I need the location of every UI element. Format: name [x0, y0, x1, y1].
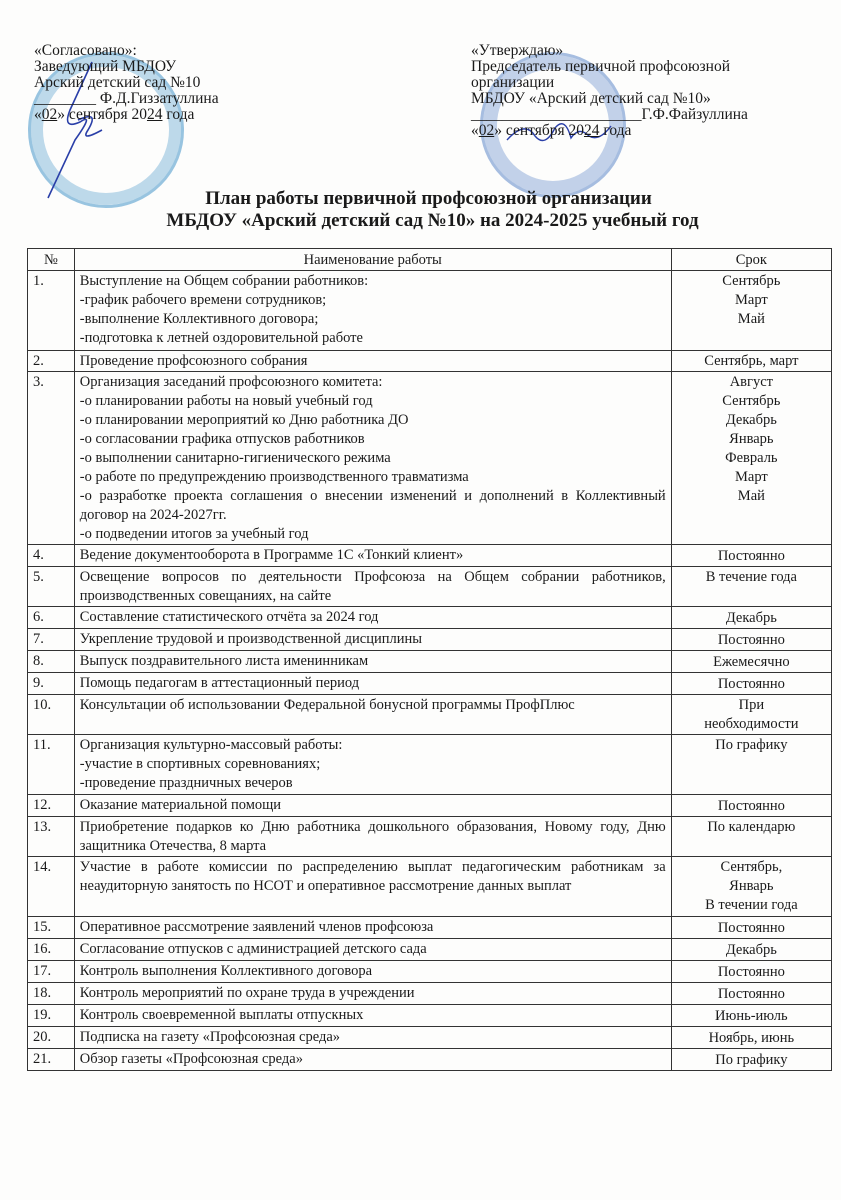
work-item-line: Выпуск поздравительного листа именинникам [79, 653, 369, 669]
work-item-line: -о выполнении санитарно-гигиенического режима [79, 450, 391, 466]
term-value: Май [737, 488, 765, 504]
date-suffix: года [162, 106, 195, 123]
term-value: Май [737, 311, 765, 327]
row-number: 7. [28, 629, 75, 651]
term-value: Постоянно [717, 964, 785, 980]
row-term [671, 1049, 831, 1071]
table-header-row [28, 249, 832, 271]
work-item-line: -о подведении итогов за учебный год [79, 526, 309, 542]
work-item-line: -о согласовании графика отпусков работников [79, 431, 365, 447]
table-row [28, 857, 832, 917]
table-body [28, 271, 832, 1071]
row-work-name [74, 939, 671, 961]
term-value: Январь [729, 431, 774, 447]
work-item-line: -выполнение Коллективного договора; [79, 311, 319, 327]
term-value: Сентябрь [722, 273, 781, 289]
approval-organization: МБДОУ «Арский детский сад №10» [471, 90, 711, 107]
approval-signature-line: ________ Ф.Д.Гиззатуллина [34, 90, 219, 107]
term-value: Июнь-июль [715, 1008, 788, 1024]
table-row [28, 1049, 832, 1071]
date-month: » сентября 20 [494, 122, 584, 139]
work-item-line: -участие в спортивных соревнованиях; [79, 756, 321, 772]
table-row [28, 673, 832, 695]
date-month: » сентября 20 [57, 106, 147, 123]
work-item-line: Подписка на газету «Профсоюзная среда» [79, 1029, 341, 1045]
approval-date [471, 123, 791, 139]
term-value: В течение года [705, 569, 797, 585]
row-number: 15. [28, 917, 75, 939]
row-number: 16. [28, 939, 75, 961]
work-item-line: Обзор газеты «Профсоюзная среда» [79, 1051, 303, 1067]
table-row [28, 651, 832, 673]
term-value: При [738, 697, 765, 713]
table-row [28, 1005, 832, 1027]
term-value: В течении года [705, 897, 798, 913]
row-number: 10. [28, 695, 75, 735]
term-value: необходимости [704, 716, 799, 732]
work-item-line: Ведение документооборота в Программе 1С «Тонкий клиент» [79, 547, 464, 563]
row-work-name [74, 961, 671, 983]
term-value: Постоянно [717, 798, 785, 814]
term-value: По графику [715, 737, 788, 753]
row-term [671, 607, 831, 629]
row-work-name [74, 735, 671, 795]
term-value: Март [734, 469, 768, 485]
row-number: 17. [28, 961, 75, 983]
work-item-line: Организация культурно-массовый работы: [79, 737, 343, 753]
approval-date [34, 107, 294, 123]
row-number: 21. [28, 1049, 75, 1071]
term-value: Сентябрь [722, 393, 781, 409]
row-term [671, 629, 831, 651]
date-year: 24 [583, 122, 600, 139]
work-item-line: Консультации об использовании Федеральной бонусной программы ПрофПлюс [79, 697, 575, 713]
table-row [28, 695, 832, 735]
date-suffix: года [599, 122, 632, 139]
row-work-name [74, 372, 671, 545]
term-value: Январь [729, 878, 774, 894]
term-value: Постоянно [717, 920, 785, 936]
row-number: 1. [28, 271, 75, 351]
row-number: 9. [28, 673, 75, 695]
document-title: План работы первичной профсоюзной организации [205, 188, 652, 209]
work-item-line: Контроль своевременной выплаты отпускных [79, 1007, 364, 1023]
row-number: 18. [28, 983, 75, 1005]
row-work-name [74, 1027, 671, 1049]
work-item-line: -проведение праздничных вечеров [79, 775, 293, 791]
approval-block-approved [471, 43, 791, 139]
term-value: Сентябрь, март [704, 353, 799, 369]
work-item-line: Согласование отпусков с администрацией детского сада [79, 941, 427, 957]
work-item-line: Приобретение подарков ко Дню работника дошкольного образования, Новому году, Дню защитника Отечества, 8 марта [79, 819, 666, 854]
row-term [671, 1027, 831, 1049]
row-term [671, 372, 831, 545]
work-item-line: Контроль выполнения Коллективного договора [79, 963, 373, 979]
work-item-line: Организация заседаний профсоюзного комитета: [79, 374, 383, 390]
approval-position: Председатель первичной профсоюзной [471, 58, 731, 75]
row-work-name [74, 917, 671, 939]
term-value: Февраль [725, 450, 778, 466]
row-number: 5. [28, 567, 75, 607]
row-term [671, 271, 831, 351]
row-number: 4. [28, 545, 75, 567]
row-term [671, 795, 831, 817]
row-number: 19. [28, 1005, 75, 1027]
approval-block-agreed [34, 43, 294, 123]
work-item-line: Укрепление трудовой и производственной дисциплины [79, 631, 422, 647]
term-value: Декабрь [725, 412, 777, 428]
row-term [671, 695, 831, 735]
row-work-name [74, 795, 671, 817]
row-number: 13. [28, 817, 75, 857]
work-item-line: Оказание материальной помощи [79, 797, 282, 813]
header-work-name: Наименование работы [74, 249, 671, 271]
term-value: Постоянно [717, 632, 785, 648]
row-work-name [74, 351, 671, 372]
table-row [28, 817, 832, 857]
table-row [28, 372, 832, 545]
approval-position-cont: организации [471, 74, 555, 91]
table-row [28, 629, 832, 651]
approval-position: Заведующий МБДОУ [34, 58, 177, 75]
row-work-name [74, 1005, 671, 1027]
row-term [671, 1005, 831, 1027]
approval-heading: «Согласовано»: [34, 42, 137, 59]
row-number: 6. [28, 607, 75, 629]
row-term [671, 857, 831, 917]
row-work-name [74, 983, 671, 1005]
row-work-name [74, 567, 671, 607]
row-work-name [74, 545, 671, 567]
work-item-line: -о работе по предупреждению производственного травматизма [79, 469, 469, 485]
approval-heading: «Утверждаю» [471, 42, 564, 59]
approval-signature-line: ______________________Г.Ф.Файзуллина [471, 106, 748, 123]
work-item-line: Проведение профсоюзного собрания [79, 353, 308, 369]
date-year: 24 [146, 106, 163, 123]
term-value: Ежемесячно [713, 654, 790, 670]
table-row [28, 271, 832, 351]
header-term: Срок [671, 249, 831, 271]
term-value: Постоянно [717, 986, 785, 1002]
row-number: 11. [28, 735, 75, 795]
header-number: № [28, 249, 75, 271]
term-value: Август [729, 374, 773, 390]
work-plan-table [27, 248, 832, 1071]
row-term [671, 917, 831, 939]
row-number: 8. [28, 651, 75, 673]
term-value: Декабрь [725, 610, 777, 626]
row-term [671, 545, 831, 567]
row-work-name [74, 857, 671, 917]
row-number: 2. [28, 351, 75, 372]
work-item-line: Составление статистического отчёта за 2024 год [79, 609, 379, 625]
row-term [671, 817, 831, 857]
work-item-line: -график рабочего времени сотрудников; [79, 292, 327, 308]
term-value: По календарю [707, 819, 796, 835]
row-term [671, 567, 831, 607]
term-value: По графику [715, 1052, 788, 1068]
work-item-line: Помощь педагогам в аттестационный период [79, 675, 360, 691]
date-prefix: « [34, 106, 42, 123]
document-subtitle: МБДОУ «Арский детский сад №10» на 2024-2025 учебный год [166, 210, 699, 231]
row-work-name [74, 607, 671, 629]
term-value: Сентябрь, [720, 859, 783, 875]
row-work-name [74, 651, 671, 673]
row-term [671, 939, 831, 961]
date-day: 02 [41, 106, 58, 123]
row-work-name [74, 271, 671, 351]
work-item-line: -о разработке проекта соглашения о внесении изменений и дополнений в Коллективный договор на 2024-2027гг. [79, 488, 666, 523]
row-term [671, 673, 831, 695]
term-value: Постоянно [717, 676, 785, 692]
row-term [671, 651, 831, 673]
term-value: Ноябрь, июнь [708, 1030, 795, 1046]
table-row [28, 917, 832, 939]
row-number: 20. [28, 1027, 75, 1049]
table-row [28, 735, 832, 795]
work-item-line: Контроль мероприятий по охране труда в учреждении [79, 985, 415, 1001]
row-term [671, 983, 831, 1005]
term-value: Постоянно [717, 548, 785, 564]
work-item-line: Участие в работе комиссии по распределению выплат педагогическим работникам за неаудиторную занятость по НСОТ и оперативное рассмотрение данных выплат [79, 859, 666, 894]
date-day: 02 [478, 122, 495, 139]
row-number: 3. [28, 372, 75, 545]
term-value: Декабрь [725, 942, 777, 958]
table-row [28, 351, 832, 372]
table-row [28, 1027, 832, 1049]
row-number: 12. [28, 795, 75, 817]
work-item-line: -о планировании мероприятий ко Дню работника ДО [79, 412, 409, 428]
work-item-line: Выступление на Общем собрании работников: [79, 273, 369, 289]
work-item-line: Освещение вопросов по деятельности Профсоюза на Общем собрании работников, производственных совещаниях, на сайте [79, 569, 666, 604]
row-work-name [74, 695, 671, 735]
work-item-line: -подготовка к летней оздоровительной работе [79, 330, 363, 346]
approval-organization: Арский детский сад №10 [34, 74, 201, 91]
table-row [28, 939, 832, 961]
table-row [28, 545, 832, 567]
row-work-name [74, 673, 671, 695]
row-number: 14. [28, 857, 75, 917]
term-value: Март [734, 292, 768, 308]
row-work-name [74, 629, 671, 651]
work-item-line: Оперативное рассмотрение заявлений членов профсоюза [79, 919, 434, 935]
table-row [28, 567, 832, 607]
table-row [28, 961, 832, 983]
row-term [671, 735, 831, 795]
row-term [671, 351, 831, 372]
table-row [28, 607, 832, 629]
row-work-name [74, 817, 671, 857]
row-work-name [74, 1049, 671, 1071]
table-row [28, 795, 832, 817]
table-row [28, 983, 832, 1005]
date-prefix: « [471, 122, 479, 139]
work-item-line: -о планировании работы на новый учебный год [79, 393, 373, 409]
row-term [671, 961, 831, 983]
